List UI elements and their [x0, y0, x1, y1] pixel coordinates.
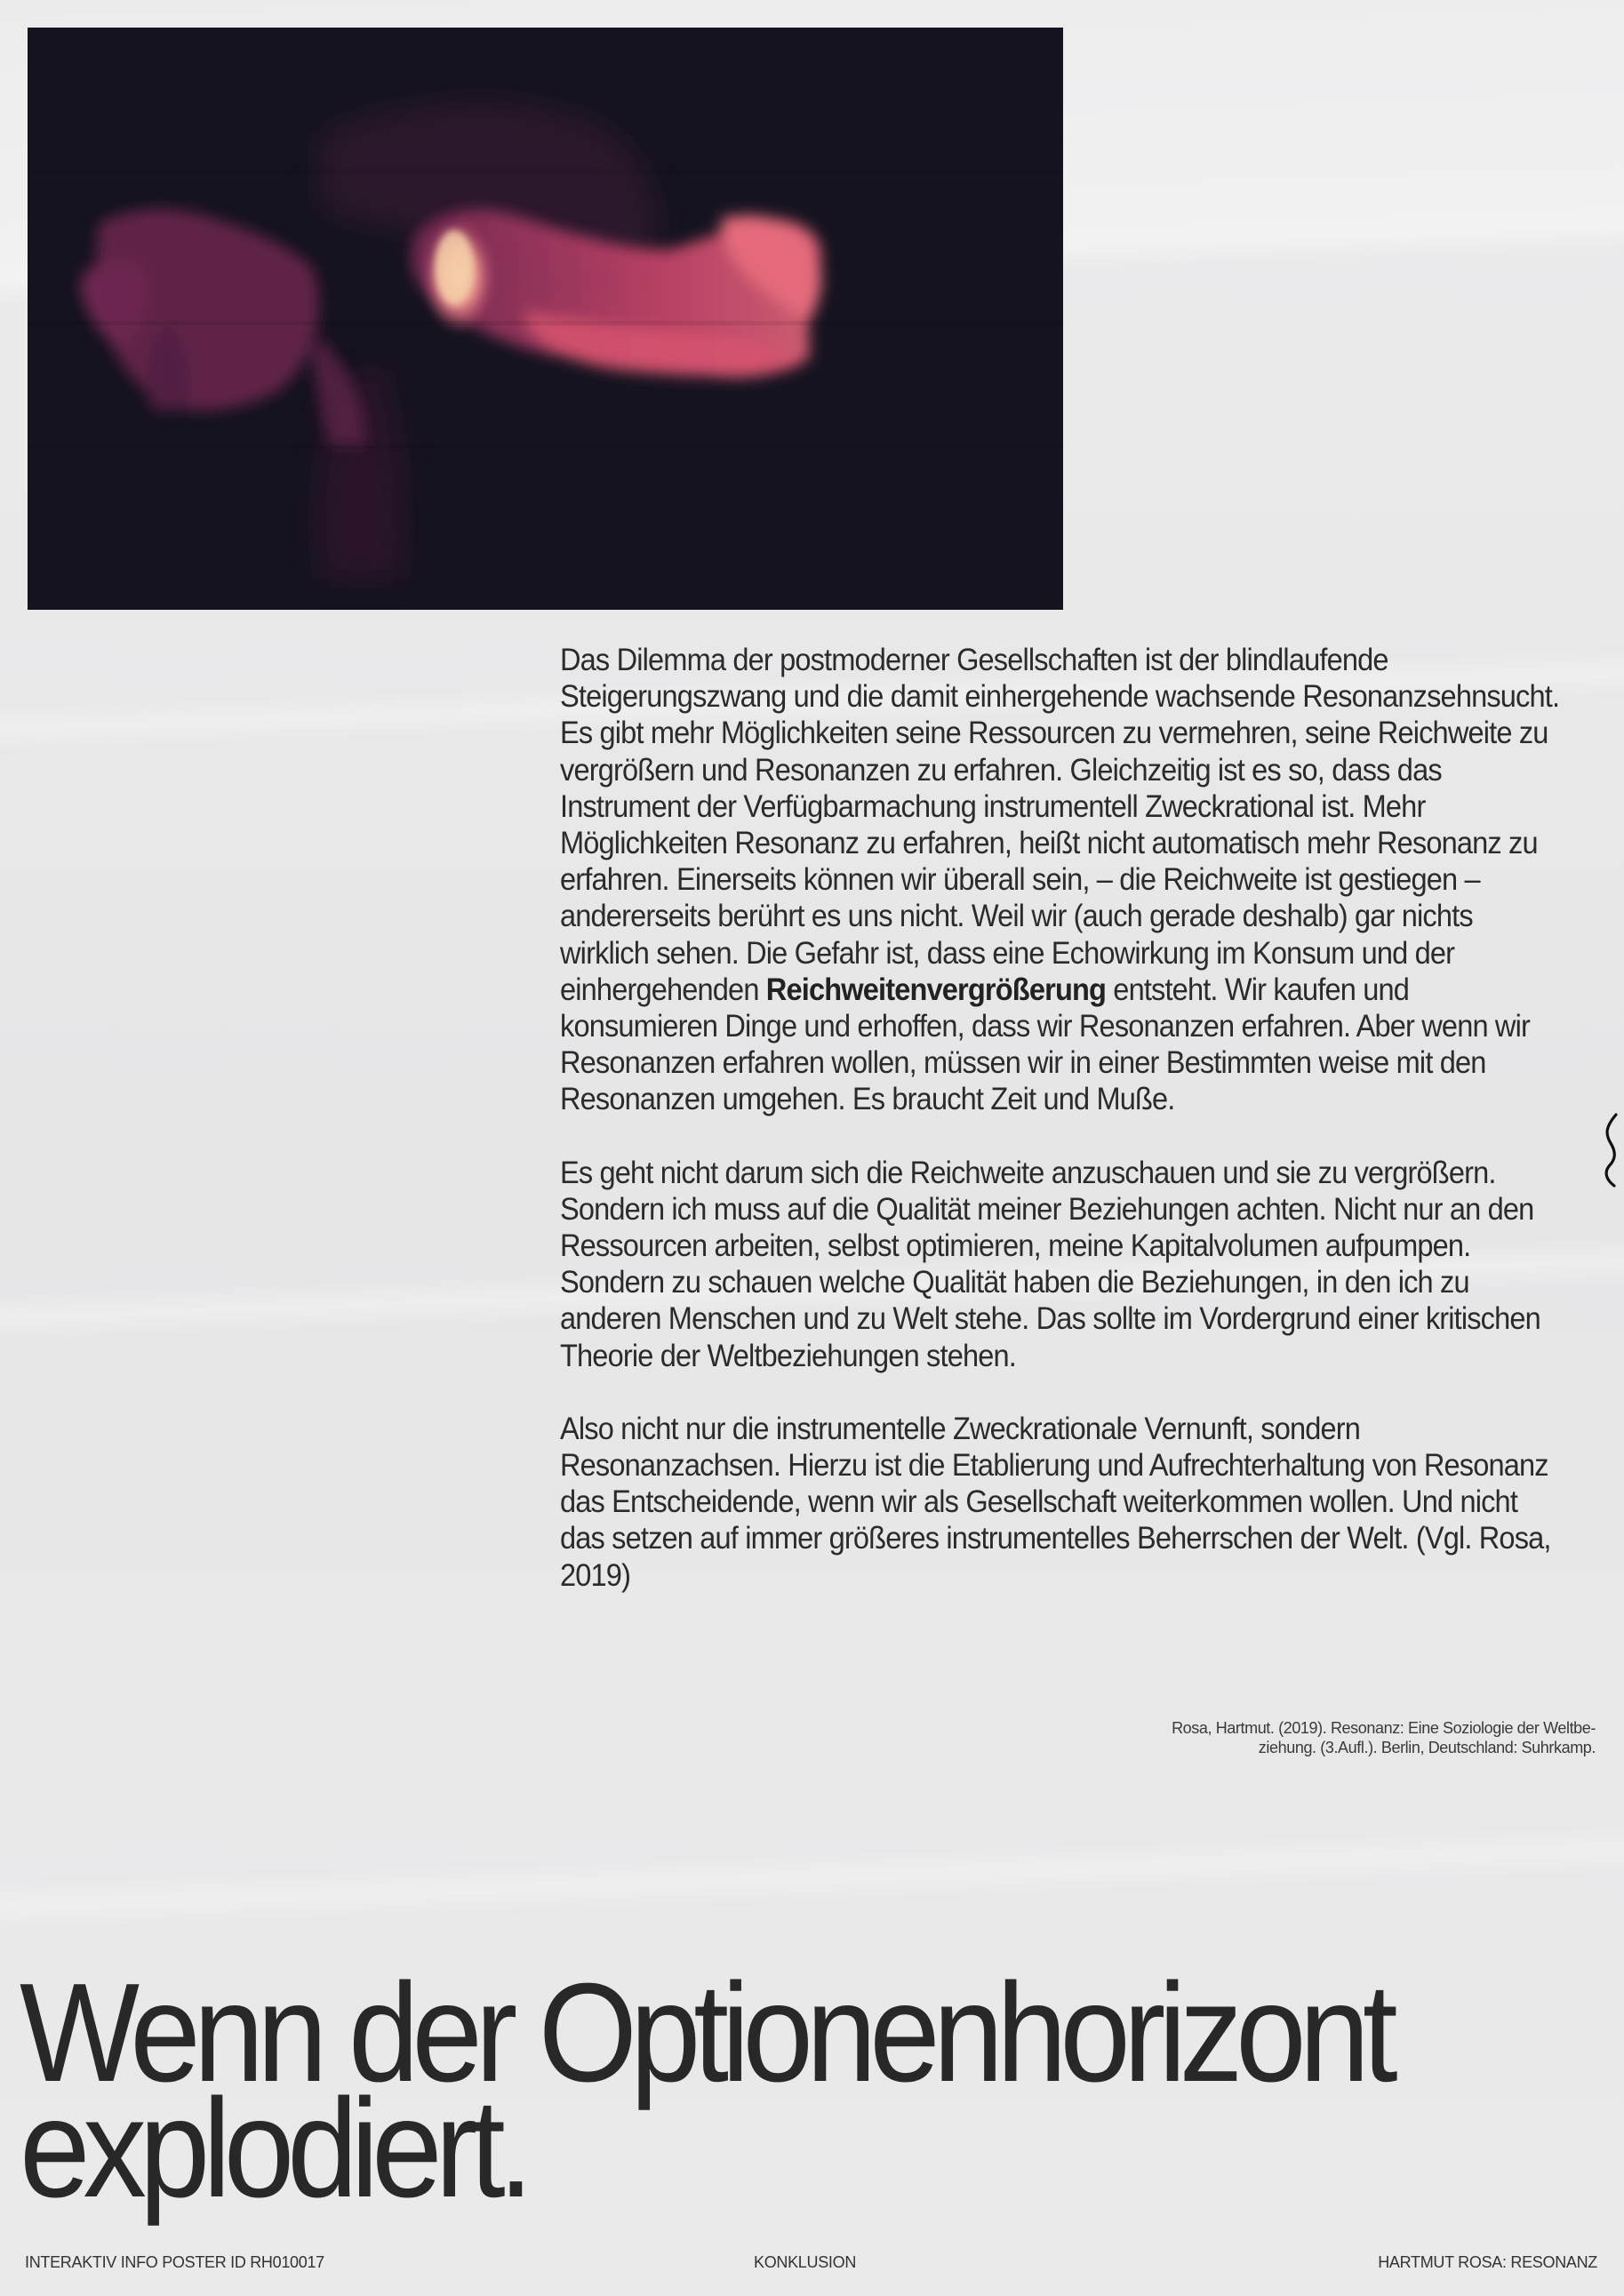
footer-topic: HARTMUT ROSA: RESONANZ	[1378, 2253, 1597, 2271]
wave-squiggle-icon[interactable]	[1600, 1111, 1621, 1188]
headline-line-1: Wenn der Optionenhorizont	[20, 1955, 1391, 2111]
body-paragraph-1	[560, 642, 1560, 1118]
hero-image	[28, 28, 1063, 610]
citation-line-2: ziehung. (3.Aufl.). Berlin, Deutschland: Suhrkamp.	[1258, 1739, 1596, 1756]
headline-line-2: explodiert.	[20, 2070, 527, 2227]
body-paragraph-2: Es geht nicht darum sich die Reichweite anzuschauen und sie zu vergrößern. Sondern ich muss auf die Qualität meiner Beziehungen achten. Nicht nur an den Ressourcen arbeiten, selbst optimieren, meine Kapitalvolumen aufpumpen. Sondern zu schauen welche Qualität haben die Beziehungen, in den ich zu anderen Menschen und zu Welt stehe. Das sollte im Vordergrund einer kritischen Theorie der Weltbeziehungen stehen.	[560, 1155, 1540, 1373]
citation	[1062, 1718, 1596, 1757]
footer-poster-id: INTERAKTIV INFO POSTER ID RH010017	[25, 2253, 324, 2271]
paragraph-text: Das Dilemma der postmoderner Gesellschaften ist der blindlaufende Steigerungszwang und die damit einhergehende wachsende Resonanzsehnsucht. Es gibt mehr Möglichkeiten seine Ressourcen zu vermehren, seine Reichweite zu vergrößern und Resonanzen zu erfahren. Gleichzeitig ist es so, dass das Instrument der Verfügbarmachung instrumentell Zweckrational ist. Mehr Möglichkeiten Resonanz zu erfahren, heißt nicht automatisch mehr Resonanz zu erfahren. Einerseits können wir überall sein, – die Reichweite ist gestiegen – andererseits berührt es uns nicht. Weil wir (auch gerade deshalb) gar nichts wirklich sehen. Die Gefahr ist, dass eine Echowirkung im Konsum und der einhergehenden	[560, 643, 1560, 1007]
footer-section-label: KONKLUSION	[754, 2253, 857, 2271]
paragraph-text: entsteht. Wir kaufen und konsumieren Dinge und erhoffen, dass wir Resonanzen erfahren. Aber wenn wir Resonanzen erfahren wollen, müssen wir in einer Bestimmten weise mit den Resonanzen umgehen. Es braucht Zeit und Muße.	[560, 972, 1531, 1117]
bold-term: Reichweitenvergrößerung	[765, 972, 1107, 1007]
body-text-column	[560, 642, 1600, 1630]
headline	[20, 1955, 1391, 2227]
abstract-smoke-face-illustration	[28, 28, 1063, 610]
citation-line-1: Rosa, Hartmut. (2019). Resonanz: Eine Soziologie der Weltbe-	[1172, 1719, 1596, 1737]
footer	[25, 2253, 1597, 2275]
body-paragraph-3: Also nicht nur die instrumentelle Zweckrationale Vernunft, sondern Resonanzachsen. Hierzu ist die Etablierung und Aufrechterhaltung von Resonanz das Entscheidende, wenn wir als Gesellschaft weiterkommen wollen. Und nicht das setzen auf immer größeres instrumentelles Beherrschen der Welt. (Vgl. Rosa, 2019)	[560, 1411, 1551, 1593]
